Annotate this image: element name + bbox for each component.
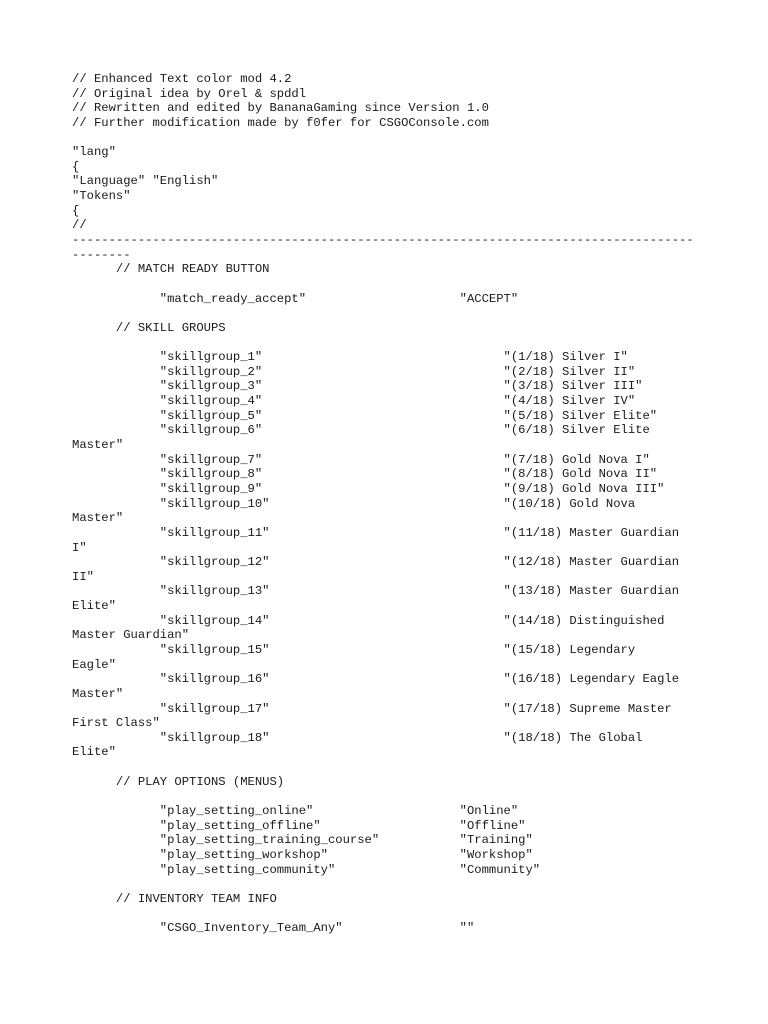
document-line: Eagle" [72, 657, 116, 672]
document-line: Master" [72, 686, 124, 701]
document-line: // Rewritten and edited by BananaGaming since Version 1.0 [72, 101, 489, 116]
document-line: "skillgroup_5" "(5/18) Silver Elite" [72, 408, 658, 423]
document-line: "skillgroup_11" "(11/18) Master Guardian [72, 525, 680, 540]
document-line: I" [72, 540, 87, 555]
document-line [72, 877, 702, 892]
document-line [72, 760, 702, 775]
document-line: // Original idea by Orel & spddl [72, 86, 307, 101]
document-line: "skillgroup_6" "(6/18) Silver Elite [72, 423, 650, 438]
document-page [72, 72, 702, 936]
document-line: "play_setting_offline" "Offline" [72, 818, 526, 833]
document-line: "CSGO_Inventory_Team_Any" "" [72, 921, 475, 936]
document-line: "skillgroup_8" "(8/18) Gold Nova II" [72, 467, 658, 482]
document-line: "skillgroup_15" "(15/18) Legendary [72, 642, 636, 657]
document-line: // MATCH READY BUTTON [72, 262, 270, 277]
document-line: "skillgroup_1" "(1/18) Silver I" [72, 350, 628, 365]
document-line: "Tokens" [72, 189, 131, 204]
document-line: // Enhanced Text color mod 4.2 [72, 72, 292, 86]
document-line: Elite" [72, 599, 116, 614]
document-line [72, 789, 702, 804]
document-line: { [72, 203, 80, 218]
document-line: "skillgroup_2" "(2/18) Silver II" [72, 364, 636, 379]
document-line: // [72, 218, 87, 233]
document-line: { [72, 159, 80, 174]
document-line [72, 306, 702, 321]
document-line: "Language" "English" [72, 174, 219, 189]
document-line: "skillgroup_3" "(3/18) Silver III" [72, 379, 643, 394]
document-line [72, 277, 702, 292]
document-line: "skillgroup_9" "(9/18) Gold Nova III" [72, 481, 665, 496]
document-line: Master" [72, 511, 124, 526]
document-line: // INVENTORY TEAM INFO [72, 891, 277, 906]
document-line [72, 131, 702, 146]
document-line: ------------------------------------------------------------------------------------- [72, 233, 694, 248]
document-line: Master" [72, 438, 124, 453]
document-line: "skillgroup_10" "(10/18) Gold Nova [72, 496, 636, 511]
document-line: // PLAY OPTIONS (MENUS) [72, 774, 285, 789]
document-line: Elite" [72, 745, 116, 760]
document-line: // SKILL GROUPS [72, 320, 226, 335]
document-line: "skillgroup_7" "(7/18) Gold Nova I" [72, 452, 650, 467]
document-line: -------- [72, 247, 131, 262]
document-line: "skillgroup_18" "(18/18) The Global [72, 730, 643, 745]
document-line [72, 907, 702, 922]
document-line: "play_setting_training_course" "Training" [72, 833, 533, 848]
document-line: "skillgroup_14" "(14/18) Distinguished [72, 613, 665, 628]
document-line: II" [72, 569, 94, 584]
document-line: First Class" [72, 716, 160, 731]
document-line: "play_setting_online" "Online" [72, 804, 519, 819]
document-line: "skillgroup_17" "(17/18) Supreme Master [72, 701, 672, 716]
document-line: "match_ready_accept" "ACCEPT" [72, 291, 519, 306]
document-line: Master Guardian" [72, 628, 190, 643]
document-line: "skillgroup_16" "(16/18) Legendary Eagle [72, 672, 680, 687]
document-line: "skillgroup_13" "(13/18) Master Guardian [72, 584, 680, 599]
document-line: "play_setting_community" "Community" [72, 862, 541, 877]
document-line: "play_setting_workshop" "Workshop" [72, 847, 533, 862]
document-line: "skillgroup_12" "(12/18) Master Guardian [72, 555, 680, 570]
document-line: // Further modification made by f0fer for CSGOConsole.com [72, 115, 489, 130]
document-line: "skillgroup_4" "(4/18) Silver IV" [72, 394, 636, 409]
document-line: "lang" [72, 145, 116, 160]
document-line [72, 336, 702, 351]
